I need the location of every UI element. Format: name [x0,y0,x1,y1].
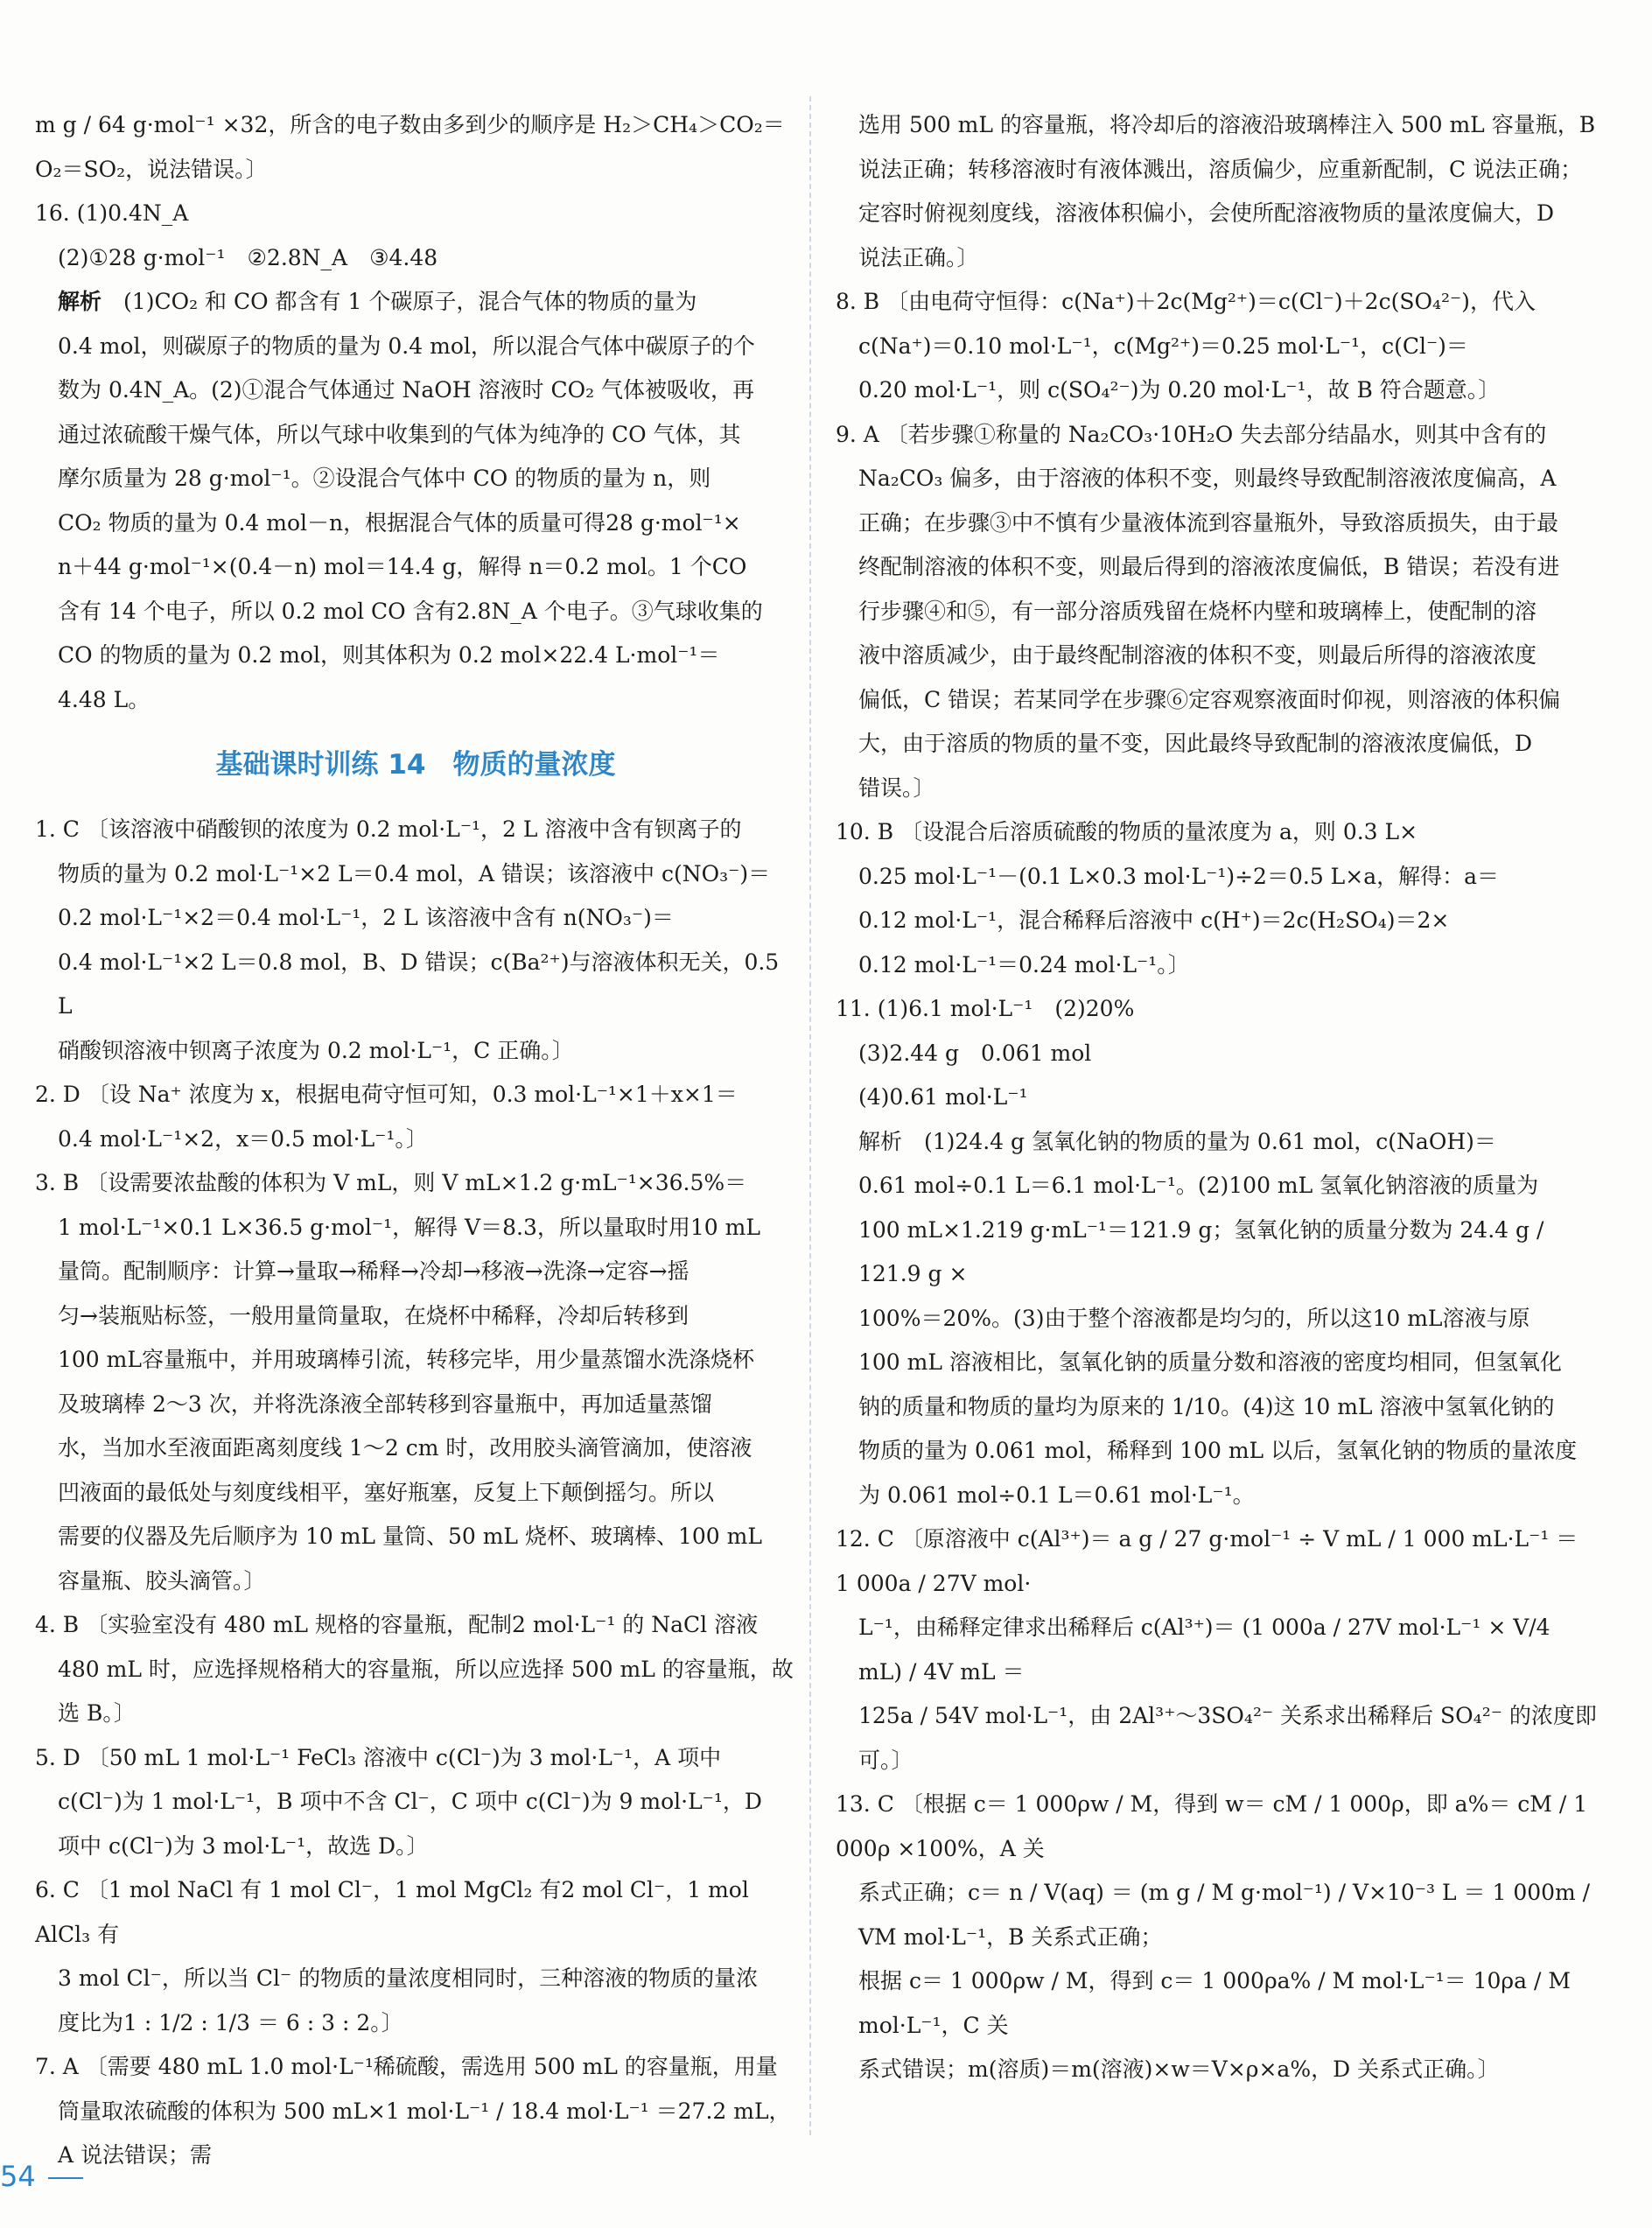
text-line: 液中溶质减少，由于最终配制溶液的体积不变，则最后所得的溶液浓度 [858,642,1537,668]
text-line: 100 mL 溶液相比，氢氧化钠的质量分数和溶液的密度均相同，但氢氧化 [858,1349,1562,1375]
text-line: 选 B。〕 [58,1700,136,1726]
text-line: Na₂CO₃ 偏多，由于溶液的体积不变，则最终导致配制溶液浓度偏高，A [858,466,1557,491]
text-line: 13. C 〔根据 c＝ 1 000ρw / M，得到 w＝ cM / 1 000ρ，即 a%＝ cM / 1 000ρ ×100%，A 关 [836,1791,1588,1861]
answer-item-9 [836,413,1597,811]
answer-item-13 [836,1783,1597,2092]
text-line: 度比为1 : 1/2 : 1/3 ＝ 6 : 3 : 2。〕 [58,2009,403,2035]
text-line: 通过浓硫酸干燥气体，所以气球中收集到的气体为纯净的 CO 气体，其 [58,421,741,447]
text-line: n＋44 g·mol⁻¹×(0.4－n) mol＝14.4 g，解得 n＝0.2 mol。1 个CO [58,554,747,579]
text-line: 0.4 mol·L⁻¹×2，x＝0.5 mol·L⁻¹。〕 [58,1125,428,1152]
text-line: 8. B 〔由电荷守恒得：c(Na⁺)＋2c(Mg²⁺)＝c(Cl⁻)＋2c(SO₄²⁻)，代入 [836,289,1536,314]
text-line: 项中 c(Cl⁻)为 3 mol·L⁻¹，故选 D。〕 [58,1832,429,1859]
text-line: 筒量取浓硫酸的体积为 500 mL×1 mol·L⁻¹ / 18.4 mol·L⁻¹ ＝27.2 mL，A 说法错误；需 [58,2098,791,2168]
text-line: CO 的物质的量为 0.2 mol，则其体积为 0.2 mol×22.4 L·mol⁻¹＝ [58,642,720,668]
answer-item-6 [35,1868,796,2045]
text-line: 定容时俯视刻度线，溶液体积偏小，会使所配溶液物质的量浓度偏大，D [858,200,1555,226]
text-line: 数为 0.4N_A。(2)①混合气体通过 NaOH 溶液时 CO₂ 气体被吸收，再 [58,377,755,403]
text-line: 1. C 〔该溶液中硝酸钡的浓度为 0.2 mol·L⁻¹，2 L 溶液中含有钡离子的 [35,816,742,842]
text-line: 100%＝20%。(3)由于整个溶液都是均匀的，所以这10 mL溶液与原 [858,1305,1530,1331]
answer-item-10 [836,810,1597,987]
text-line: 0.2 mol·L⁻¹×2＝0.4 mol·L⁻¹，2 L 该溶液中含有 n(NO₃⁻)＝ [58,905,674,930]
text-line: 水，当加水至液面距离刻度线 1～2 cm 时，改用胶头滴管滴加，使溶液 [58,1435,752,1461]
text-line: 7. A 〔需要 480 mL 1.0 mol·L⁻¹稀硫酸，需选用 500 mL 的容量瓶，用量 [35,2054,778,2079]
text-line: O₂＝SO₂，说法错误。〕 [35,156,268,182]
analysis-first-line [35,280,796,325]
text-line: 0.25 mol·L⁻¹－(0.1 L×0.3 mol·L⁻¹)÷2＝0.5 L×a，解得：a＝ [858,863,1500,889]
text-line: 为 0.061 mol÷0.1 L＝0.61 mol·L⁻¹。 [858,1482,1255,1508]
column-divider [809,96,811,2135]
text-line: 0.4 mol·L⁻¹×2 L＝0.8 mol，B、D 错误；c(Ba²⁺)与溶液体积无关，0.5 L [58,949,780,1019]
left-column [35,103,796,2178]
answer-item-1 [35,808,796,1073]
text-line: 说法正确；转移溶液时有液体溅出，溶质偏少，应重新配制，C 说法正确； [858,156,1583,182]
text-line: 大，由于溶质的物质的量不变，因此最终导致配制的溶液浓度偏低，D [858,731,1533,756]
answer-item-5 [35,1736,796,1869]
text-line: 0.12 mol·L⁻¹，混合稀释后溶液中 c(H⁺)＝2c(H₂SO₄)＝2× [858,907,1450,933]
text-line: 3. B 〔设需要浓盐酸的体积为 V mL，则 V mL×1.2 g·mL⁻¹×36.5%＝ [35,1170,747,1195]
answer-item-7-continued [836,103,1597,280]
text-line: L⁻¹，由稀释定律求出稀释后 c(Al³⁺)＝ (1 000a / 27V mol·L⁻¹ × V/4 mL) / 4V mL ＝ [858,1615,1550,1685]
text-line: 解析 (1)24.4 g 氢氧化钠的物质的量为 0.61 mol，c(NaOH)＝ [858,1128,1496,1154]
text-line: 物质的量为 0.061 mol，稀释到 100 mL 以后，氢氧化钠的物质的量浓度 [858,1438,1578,1463]
text-line: m g / 64 g·mol⁻¹ ×32，所含的电子数由多到少的顺序是 H₂＞CH₄＞CO₂＝ [35,112,785,137]
text-line: 0.20 mol·L⁻¹，则 c(SO₄²⁻)为 0.20 mol·L⁻¹，故 B 符合题意。〕 [858,377,1501,403]
text-line: 4. B 〔实验室没有 480 mL 规格的容量瓶，配制2 mol·L⁻¹ 的 NaCl 溶液 [35,1612,759,1637]
text-line: 偏低，C 错误；若某同学在步骤⑥定容观察液面时仰视，则溶液的体积偏 [858,686,1561,712]
text-line: 12. C 〔原溶液中 c(Al³⁺)＝ a g / 27 g·mol⁻¹ ÷ V mL / 1 000 mL·L⁻¹ ＝ 1 000a / 27V mol· [836,1526,1578,1596]
text-line: 100 mL容量瓶中，并用玻璃棒引流，转移完毕，用少量蒸馏水洗涤烧杯 [58,1347,754,1372]
answer-line: (2)①28 g·mol⁻¹ ②2.8N_A ③4.48 [58,244,438,270]
text-line: 错误。〕 [858,774,935,801]
text-line: 行步骤④和⑤，有一部分溶质残留在烧杯内壁和玻璃棒上，使配制的溶 [858,598,1537,624]
text-line: 480 mL 时，应选择规格稍大的容量瓶，所以应选择 500 mL 的容量瓶，故 [58,1656,794,1682]
text-line: 11. (1)6.1 mol·L⁻¹ (2)20% [836,996,1135,1021]
text-line: 正确；在步骤③中不慎有少量液体流到容量瓶外，导致溶质损失，由于最 [858,509,1559,536]
text-line: (4)0.61 mol·L⁻¹ [858,1084,1028,1110]
text-line: 匀→装瓶贴标签，一般用量筒量取，在烧杯中稀释，冷却后转移到 [58,1302,689,1328]
text-line: 说法正确。〕 [858,244,979,270]
text-line: 6. C 〔1 mol NaCl 有 1 mol Cl⁻，1 mol MgCl₂ 有2 mol Cl⁻，1 mol AlCl₃ 有 [35,1877,749,1947]
right-column [836,103,1597,2092]
answer-line: 16. (1)0.4N_A [35,200,189,226]
text-line: 0.61 mol÷0.1 L＝6.1 mol·L⁻¹。(2)100 mL 氢氧化钠溶液的质量为 [858,1173,1539,1198]
text-line: 5. D 〔50 mL 1 mol·L⁻¹ FeCl₃ 溶液中 c(Cl⁻)为 3 mol·L⁻¹，A 项中 [35,1744,722,1770]
answer-item-8 [836,280,1597,413]
answer-item-4 [35,1603,796,1736]
text-line: 系式正确；c＝ n / V(aq) ＝ (m g / M g·mol⁻¹) / V×10⁻³ L ＝ 1 000m / VM mol·L⁻¹，B 关系式正确； [858,1880,1591,1950]
text-line: c(Na⁺)＝0.10 mol·L⁻¹，c(Mg²⁺)＝0.25 mol·L⁻¹，c(Cl⁻)＝ [858,333,1468,359]
text-line: 终配制溶液的体积不变，则最后得到的溶液浓度偏低，B 错误；若没有进 [858,554,1560,579]
text-line: 9. A 〔若步骤①称量的 Na₂CO₃·10H₂O 失去部分结晶水，则其中含有的 [836,421,1547,447]
text-line: 2. D 〔设 Na⁺ 浓度为 x，根据电荷守恒可知，0.3 mol·L⁻¹×1＋x×1＝ [35,1082,738,1107]
continuation-block [35,103,796,192]
answer-item-12 [836,1517,1597,1783]
text-line: CO₂ 物质的量为 0.4 mol－n，根据混合气体的质量可得28 g·mol⁻¹× [58,509,741,536]
text-line: 摩尔质量为 28 g·mol⁻¹。②设混合气体中 CO 的物质的量为 n，则 [58,466,711,491]
text-line: 100 mL×1.219 g·mL⁻¹＝121.9 g；氢氧化钠的质量分数为 24.4 g / 121.9 g × [858,1216,1544,1286]
text-line: 10. B 〔设混合后溶质硫酸的物质的量浓度为 a，则 0.3 L× [836,819,1418,844]
text-line: 4.48 L。 [58,686,150,712]
text-line: 需要的仪器及先后顺序为 10 mL 量筒、50 mL 烧杯、玻璃棒、100 mL [58,1524,762,1549]
text-line: c(Cl⁻)为 1 mol·L⁻¹，B 项中不含 Cl⁻，C 项中 c(Cl⁻)为 9 mol·L⁻¹，D [58,1789,762,1814]
text-line: 0.12 mol·L⁻¹＝0.24 mol·L⁻¹。〕 [858,951,1190,977]
text-line: 物质的量为 0.2 mol·L⁻¹×2 L＝0.4 mol，A 错误；该溶液中 c(NO₃⁻)＝ [58,860,771,886]
text-line: 系式错误；m(溶质)＝m(溶液)×w＝V×ρ×a%，D 关系式正确。〕 [858,2056,1500,2082]
text-line: 含有 14 个电子，所以 0.2 mol CO 含有2.8N_A 个电子。③气球收集的 [58,598,763,624]
page-number: 54 [0,2160,83,2193]
answer-item-2 [35,1073,796,1161]
text-line: (3)2.44 g 0.061 mol [858,1040,1092,1066]
text-line: 0.4 mol，则碳原子的物质的量为 0.4 mol，所以混合气体中碳原子的个 [58,333,755,359]
text-line: 根据 c＝ 1 000ρw / M，得到 c＝ 1 000ρa% / M mol·L⁻¹＝ 10ρa / M mol·L⁻¹，C 关 [858,1968,1571,2038]
text-line: 容量瓶、胶头滴管。〕 [58,1567,266,1594]
text-line: 钠的质量和物质的量均为原来的 1/10。(4)这 10 mL 溶液中氢氧化钠的 [858,1393,1555,1419]
text-line: 凹液面的最低处与刻度线相平，塞好瓶塞，反复上下颠倒摇匀。所以 [58,1479,715,1505]
answer-item-11 [836,987,1597,1517]
text-line: 硝酸钡溶液中钡离子浓度为 0.2 mol·L⁻¹，C 正确。〕 [58,1037,574,1063]
text-line: (1)CO₂ 和 CO 都含有 1 个碳原子，混合气体的物质的量为 [123,289,697,314]
text-line: 125a / 54V mol·L⁻¹，由 2Al³⁺～3SO₄²⁻ 关系求出稀释后 SO₄²⁻ 的浓度即可。〕 [858,1703,1597,1773]
answer-item-7 [35,2045,796,2178]
text-line: 1 mol·L⁻¹×0.1 L×36.5 g·mol⁻¹，解得 V＝8.3，所以量取时用10 mL [58,1214,760,1240]
question-16 [35,192,796,722]
text-line: 及玻璃棒 2～3 次，并将洗涤液全部转移到容量瓶中，再加适量蒸馏 [58,1391,712,1417]
analysis-label: 解析 [58,289,102,314]
text-line: 选用 500 mL 的容量瓶，将冷却后的溶液沿玻璃棒注入 500 mL 容量瓶，B [858,112,1596,137]
text-line: 量筒。配制顺序：计算→量取→稀释→冷却→移液→洗涤→定容→摇 [58,1258,690,1284]
answer-item-3 [35,1161,796,1603]
text-line: 3 mol Cl⁻，所以当 Cl⁻ 的物质的量浓度相同时，三种溶液的物质的量浓 [58,1965,759,1991]
section-heading: 基础课时训练 14 物质的量浓度 [215,749,616,781]
